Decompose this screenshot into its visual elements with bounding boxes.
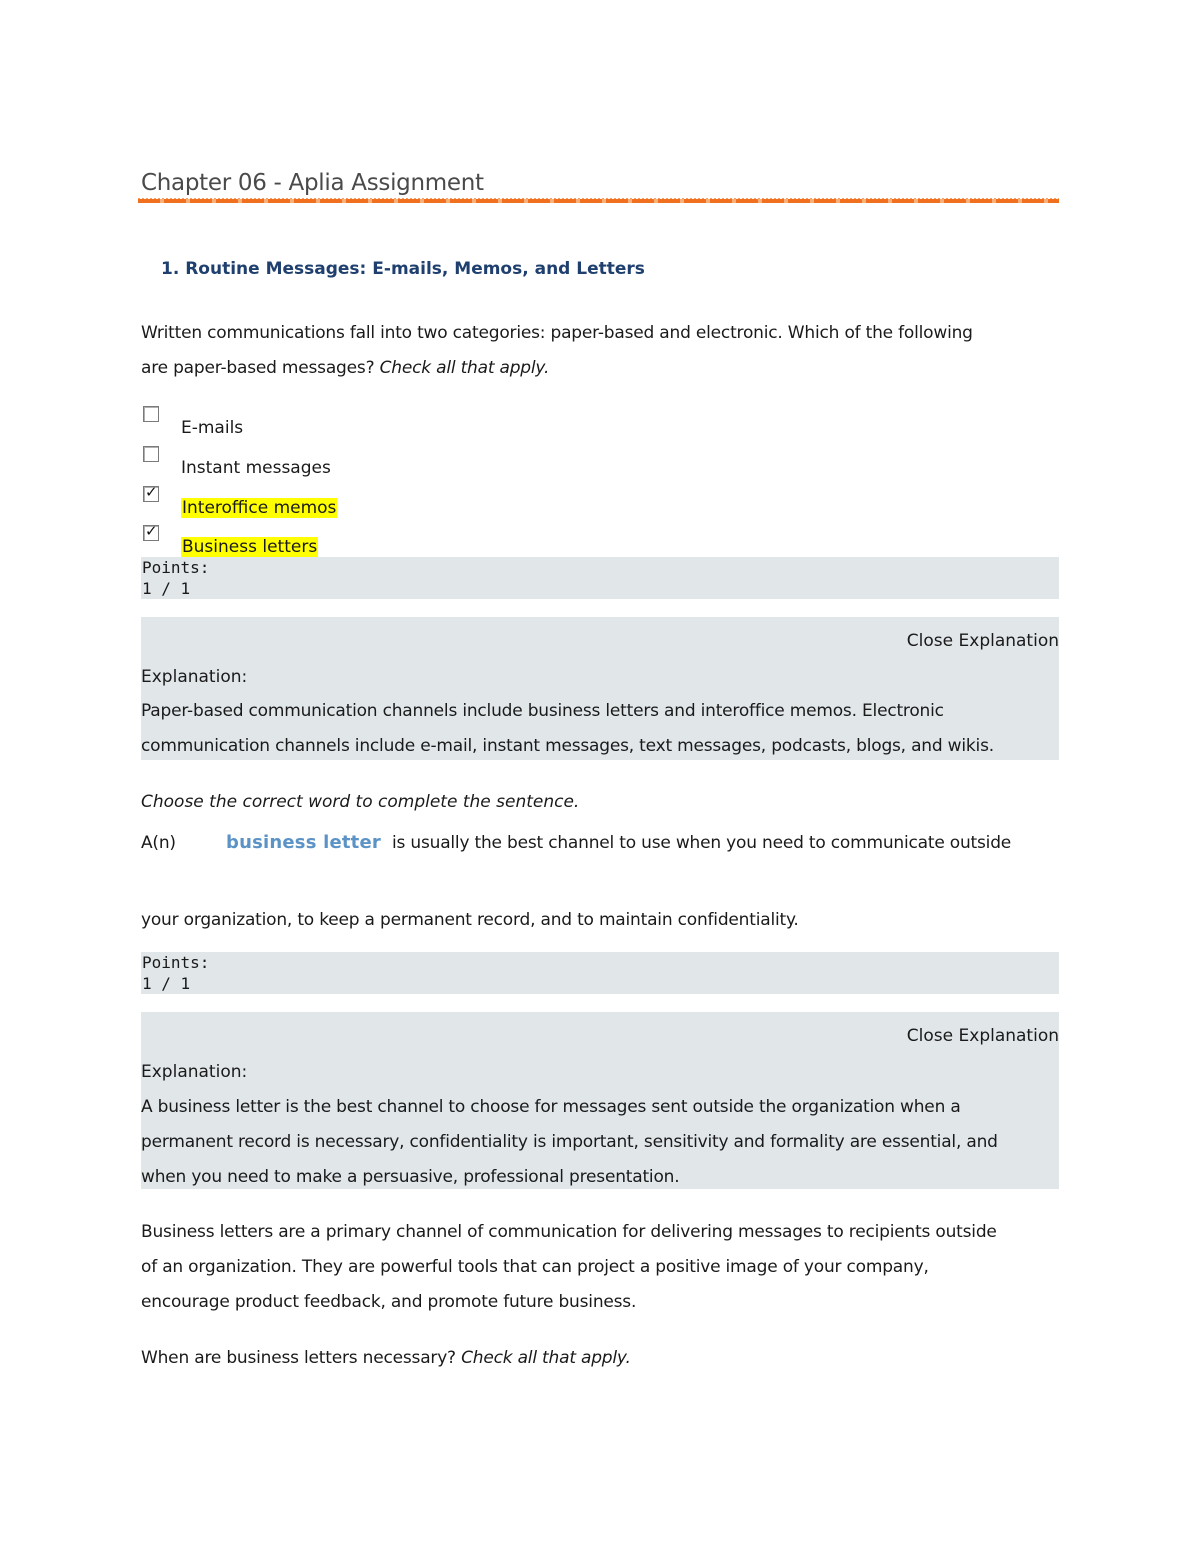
question1-prompt: [141, 316, 1061, 386]
highlighted-answer: Business letters: [182, 537, 318, 557]
explanation-box: [141, 1012, 1059, 1189]
section-heading: 1. Routine Messages: E-mails, Memos, and Letters: [161, 259, 645, 279]
option-label-business-letters: [181, 536, 318, 558]
checkmark-icon: ✓: [145, 483, 158, 501]
sentence-start: A(n): [141, 833, 176, 853]
document-title: Chapter 06 - Aplia Assignment: [141, 170, 484, 196]
close-explanation-button[interactable]: Close Explanation: [906, 631, 1059, 651]
checkbox-instant-messages[interactable]: [143, 446, 159, 462]
question1-prompt-line1: Written communications fall into two categories: paper-based and electronic. Which of the following: [141, 323, 973, 343]
title-rule: [138, 199, 1059, 203]
explanation-box: [141, 617, 1059, 760]
explanation-label: Explanation:: [141, 1062, 248, 1082]
intro-line: encourage product feedback, and promote future business.: [141, 1292, 637, 1312]
question3-instruction: Check all that apply.: [461, 1348, 631, 1368]
points-label: Points:: [142, 558, 210, 577]
question1-prompt-line2-text: are paper-based messages?: [141, 358, 380, 378]
sentence-line2: your organization, to keep a permanent record, and to maintain confidentiality.: [141, 910, 799, 930]
answer-dropdown[interactable]: business letter: [226, 832, 381, 853]
explanation-text: [141, 1090, 1061, 1195]
checkbox-interoffice-memos[interactable]: [143, 483, 159, 502]
highlighted-answer: Interoffice memos: [182, 498, 337, 518]
explanation-line: communication channels include e-mail, instant messages, text messages, podcasts, blogs, and wikis.: [141, 736, 994, 756]
checkmark-icon: ✓: [145, 522, 158, 540]
question1-instruction: Check all that apply.: [379, 358, 550, 378]
question1-prompt-line2: [141, 351, 1061, 386]
explanation-line: permanent record is necessary, confidentiality is important, sensitivity and formality are essential, and: [141, 1132, 998, 1152]
explanation-line: A business letter is the best channel to choose for messages sent outside the organization when a: [141, 1097, 961, 1117]
points-value: 1 / 1: [142, 579, 191, 598]
explanation-label: Explanation:: [141, 667, 248, 687]
question3-prompt: [141, 1341, 631, 1376]
explanation-line: when you need to make a persuasive, professional presentation.: [141, 1167, 680, 1187]
points-label: Points:: [142, 953, 210, 972]
option-label-instant-messages: Instant messages: [181, 458, 331, 478]
points-box: [141, 952, 1059, 994]
intro-line: of an organization. They are powerful tools that can project a positive image of your company,: [141, 1257, 929, 1277]
explanation-line: Paper-based communication channels include business letters and interoffice memos. Electronic: [141, 701, 944, 721]
points-box: [141, 557, 1059, 599]
question3-prompt-text: When are business letters necessary?: [141, 1348, 462, 1368]
checkbox-business-letters[interactable]: [143, 522, 159, 541]
option-label-interoffice-memos: [181, 497, 337, 519]
question3-intro: [141, 1215, 1071, 1320]
checkbox-emails[interactable]: [143, 406, 159, 422]
question2-instruction: Choose the correct word to complete the sentence.: [141, 792, 580, 812]
close-explanation-button[interactable]: Close Explanation: [906, 1026, 1059, 1046]
points-value: 1 / 1: [142, 974, 191, 993]
intro-line: Business letters are a primary channel of communication for delivering messages to recipients outside: [141, 1222, 997, 1242]
sentence-rest: is usually the best channel to use when you need to communicate outside: [392, 833, 1012, 853]
option-label-emails: E-mails: [181, 418, 244, 438]
explanation-text: [141, 694, 1061, 764]
